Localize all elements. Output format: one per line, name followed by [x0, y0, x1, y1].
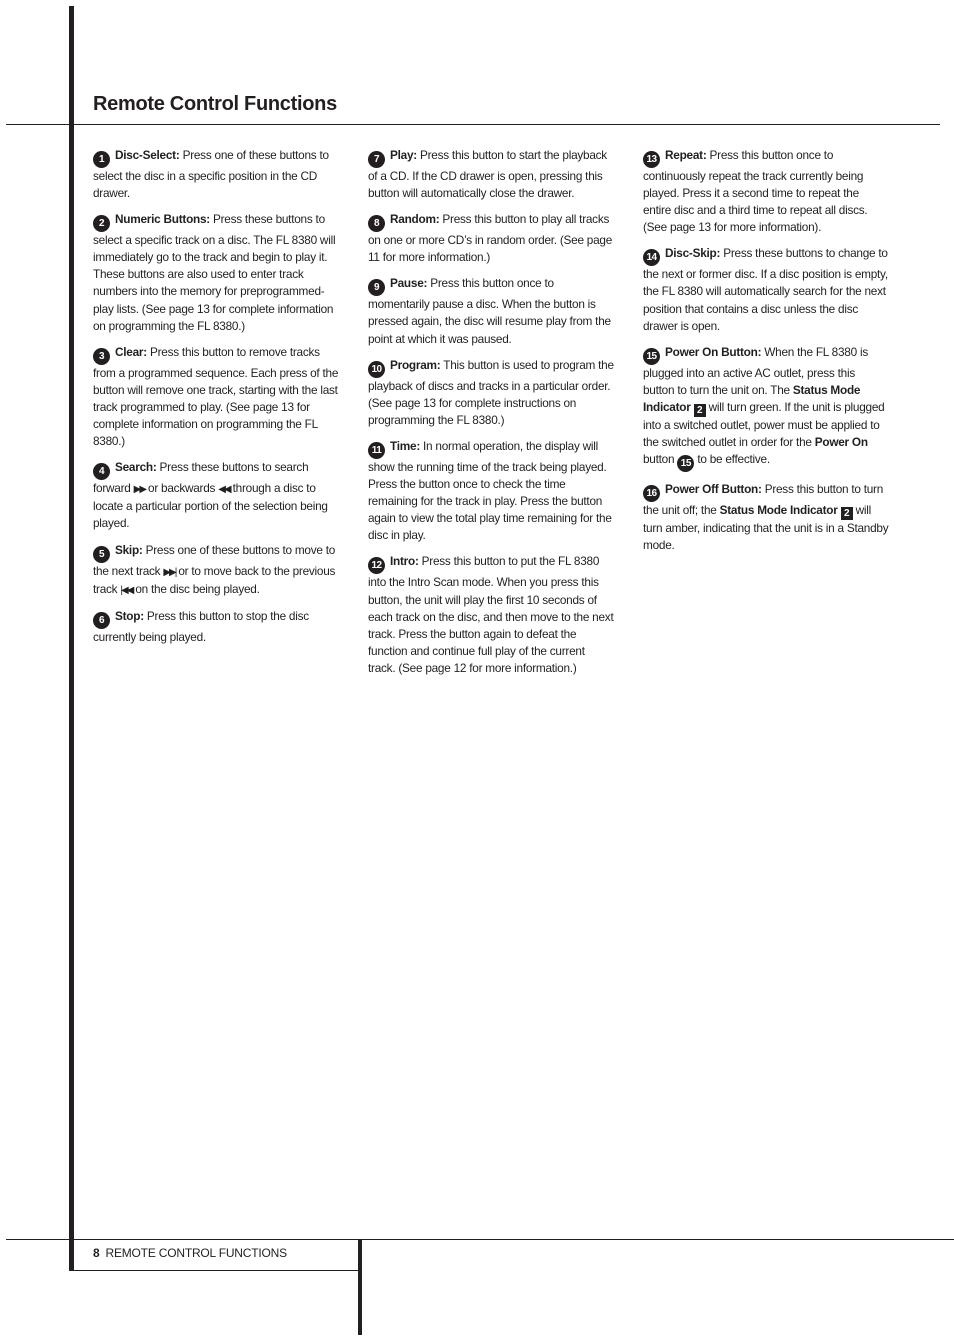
item-text: button [643, 452, 678, 467]
page-footer [93, 1246, 287, 1260]
item-text: Press this button to turn the unit off; the [643, 482, 884, 518]
item-pause [368, 275, 614, 347]
item-search [93, 459, 339, 532]
item-text: Press one of these buttons to move to the next track [93, 542, 336, 578]
number-badge: 12 [368, 557, 385, 574]
item-heading: Pause: [390, 276, 428, 291]
item-text: Press this button to play all tracks on one or more CD’s in random order. (See page 11 for more information.) [368, 212, 613, 265]
item-text: Press these buttons to change to the next or former disc. If a disc position is empty, the FL 8380 will automatically search for the next position that contains a disc unless the disc drawer is open. [643, 246, 888, 333]
number-badge: 1 [93, 151, 110, 168]
button-number-ref: 15 [677, 455, 694, 472]
item-heading: Disc-Select: [115, 148, 180, 162]
skip-previous-icon: |◀◀ [120, 584, 133, 596]
item-power-off [643, 481, 889, 554]
item-program [368, 357, 614, 429]
number-badge: 14 [643, 249, 660, 266]
item-heading: Clear: [115, 344, 147, 359]
item-heading: Disc-Skip: [665, 246, 721, 261]
column-3 [643, 147, 889, 563]
item-clear [93, 344, 339, 450]
indicator-number-box: 2 [841, 507, 853, 520]
item-text: Press these buttons to search forward [93, 460, 309, 496]
item-text: In normal operation, the display will show the running time of the track being played. Press the button once to check the time remaining for the track in play. Press the button again to view the total play time remaining for the disc in play. [368, 438, 612, 543]
status-mode-indicator-ref: Status Mode Indicator [719, 503, 838, 518]
page-title: Remote Control Functions [93, 93, 337, 115]
item-text: Press this button to start the playback of a CD. If the CD drawer is open, pressing this button will automatically close the drawer. [368, 148, 607, 201]
item-repeat [643, 147, 889, 236]
item-text: Press this button once to continuously repeat the track currently being played. Press it a second time to repeat the entire disc and a third time to repeat all discs. (See page 13 for more information). [643, 148, 868, 235]
left-margin-bar [69, 6, 74, 1271]
item-time [368, 438, 614, 544]
item-text: Press this button once to momentarily pause a disc. When the button is pressed again, the disc will resume play from the point at which it was paused. [368, 276, 611, 346]
item-heading: Program: [390, 357, 441, 372]
item-random [368, 211, 614, 266]
item-heading: Intro: [390, 554, 419, 569]
status-mode-indicator-ref: Status Mode Indicator [643, 382, 861, 414]
item-text: Press this button to stop the disc currently being played. [93, 608, 309, 644]
footer-vertical-bar [358, 1240, 362, 1335]
item-heading: Search: [115, 460, 157, 475]
number-badge: 9 [368, 279, 385, 296]
item-heading: Play: [390, 148, 417, 162]
item-numeric-buttons [93, 211, 339, 335]
number-badge: 10 [368, 361, 385, 378]
item-heading: Stop: [115, 608, 144, 623]
column-1 [93, 147, 339, 655]
item-heading: Numeric Buttons: [115, 212, 210, 227]
item-text: Press this button to remove tracks from a programmed sequence. Each press of the button will remove one track, starting with the last track programmed to play. (See page 13 for complete information on programming the FL 8380.) [93, 344, 339, 449]
item-text: through a disc to locate a particular portion of the selection being played. [93, 481, 328, 531]
item-text: This button is used to program the playback of discs and tracks in a particular order. (See page 13 for complete instructions on programming the FL 8380.) [368, 357, 614, 427]
item-heading: Random: [390, 212, 440, 227]
column-2 [368, 147, 614, 686]
item-text: Press this button to put the FL 8380 into the Intro Scan mode. When you press this button, the unit will play the first 10 seconds of each track on the disc, and then move to the next track. Press the button again to defeat the function and continue full play of the current track. (See page 12 for more information.) [368, 554, 614, 675]
footer-rule [6, 1239, 954, 1240]
item-disc-skip [643, 245, 889, 334]
number-badge: 4 [93, 463, 110, 480]
item-heading: Repeat: [665, 148, 707, 162]
number-badge: 11 [368, 442, 385, 459]
item-text: on the disc being played. [132, 581, 260, 596]
item-text: When the FL 8380 is plugged into an active AC outlet, press this button to turn the unit on. The [643, 344, 868, 397]
item-heading: Skip: [115, 542, 143, 557]
number-badge: 7 [368, 151, 385, 168]
item-text: or to move back to the previous track [93, 563, 336, 596]
skip-next-icon: ▶▶| [163, 566, 176, 578]
number-badge: 2 [93, 215, 110, 232]
page-number: 8 [93, 1246, 100, 1260]
item-text: will turn green. If the unit is plugged into a switched outlet, power must be applied to the switched outlet in order for the [643, 399, 885, 450]
number-badge: 13 [643, 151, 660, 168]
footer-section-title: REMOTE CONTROL FUNCTIONS [105, 1246, 287, 1260]
number-badge: 16 [643, 485, 660, 502]
indicator-number-box: 2 [694, 404, 706, 417]
title-rule [6, 124, 940, 125]
item-skip [93, 542, 339, 599]
number-badge: 3 [93, 348, 110, 365]
item-text: to be effective. [694, 452, 770, 467]
fast-forward-icon: ▶▶ [133, 484, 146, 496]
item-heading: Power Off Button: [665, 482, 762, 497]
rewind-icon: ◀◀ [218, 484, 230, 496]
item-power-on [643, 344, 889, 472]
item-intro [368, 553, 614, 677]
item-text: Press these buttons to select a specific track on a disc. The FL 8380 will immediately go to the track and begin to play it. These buttons are also used to enter track numbers into the memory for preprogrammed-play lists. (See page 13 for complete information on programming the FL 8380.) [93, 212, 336, 333]
power-on-ref: Power On [814, 435, 868, 450]
item-text: or backwards [145, 481, 219, 496]
number-badge: 5 [93, 546, 110, 563]
number-badge: 15 [643, 348, 660, 365]
item-text: will turn amber, indicating that the unit is in a Standby mode. [643, 503, 889, 553]
number-badge: 8 [368, 215, 385, 232]
number-badge: 6 [93, 612, 110, 629]
item-stop [93, 608, 339, 646]
item-disc-select [93, 147, 339, 202]
footer-underline [69, 1270, 358, 1271]
item-heading: Time: [390, 438, 420, 453]
item-heading: Power On Button: [665, 344, 762, 359]
item-play [368, 147, 614, 202]
item-text: Press one of these buttons to select the disc in a specific position in the CD drawer. [93, 148, 329, 201]
